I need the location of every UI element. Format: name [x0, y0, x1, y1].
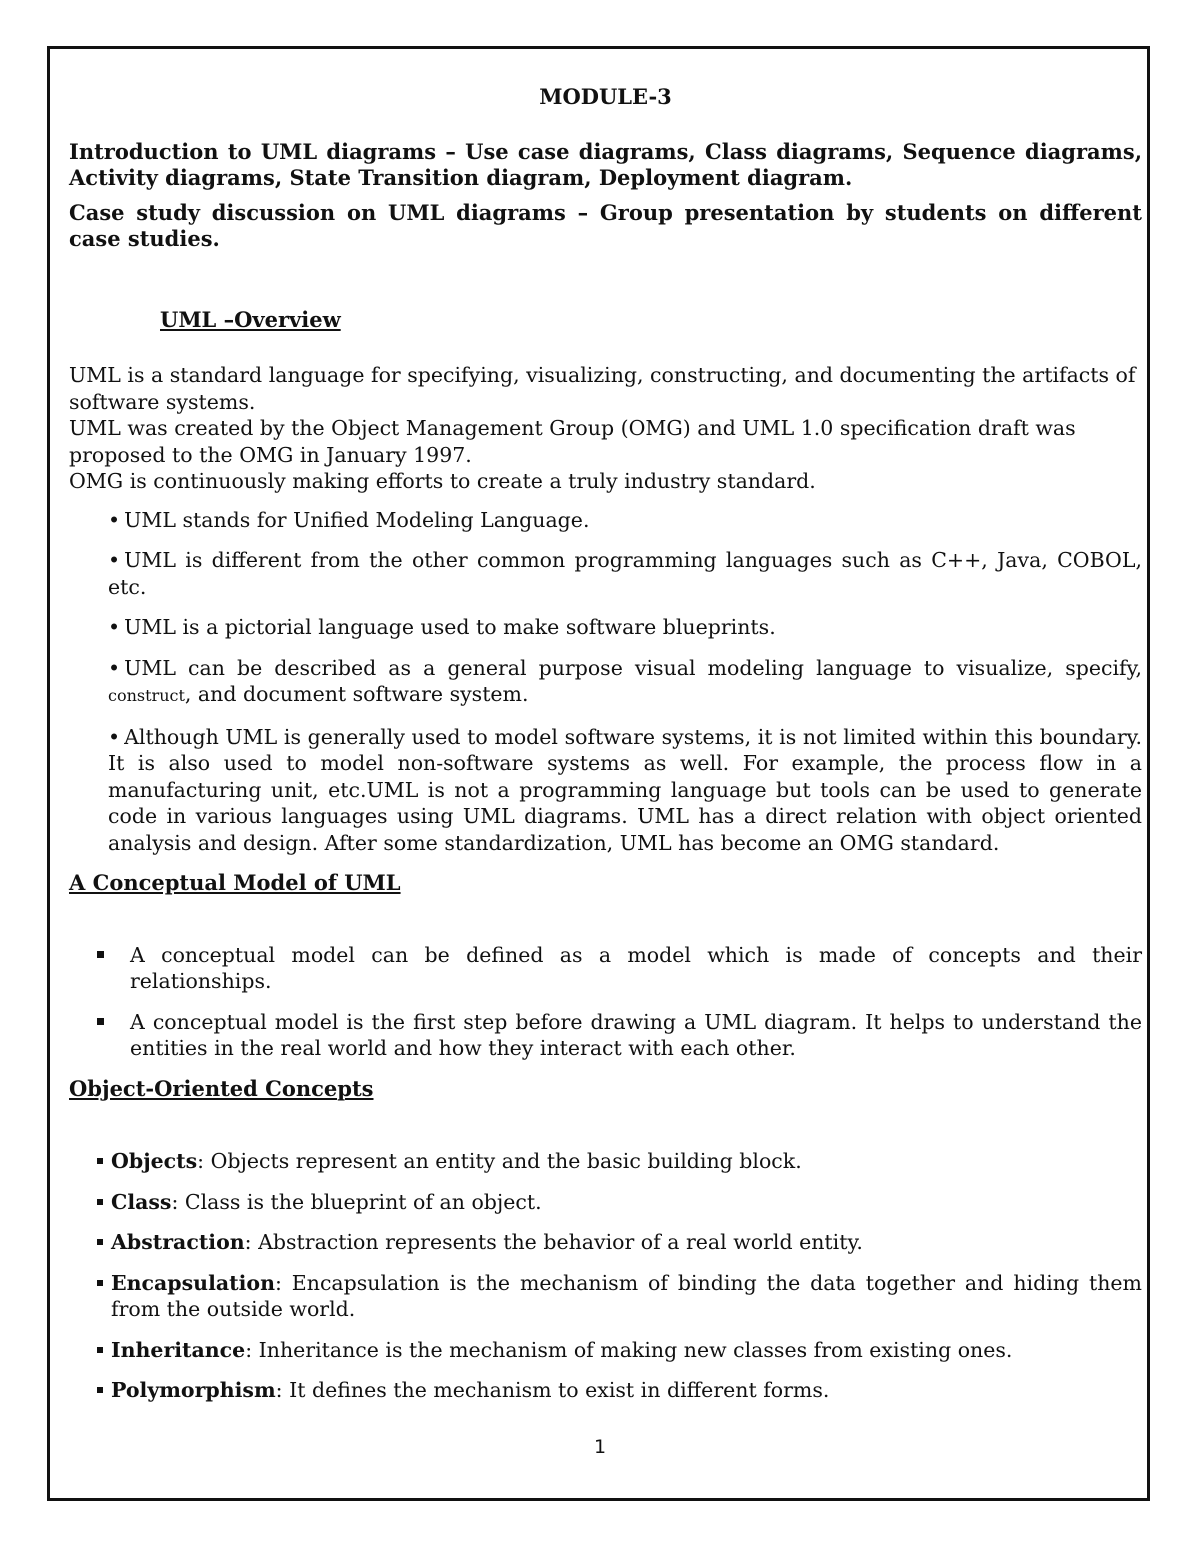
- list-item: Class: Class is the blueprint of an object.: [69, 1189, 1142, 1216]
- list-item: Objects: Objects represent an entity and the basic building block.: [69, 1148, 1142, 1175]
- square-bullet-icon: [97, 1158, 103, 1164]
- list-item: • UML can be described as a general purpose visual modeling language to visualize, specify, construct, and document software system.: [108, 655, 1142, 706]
- list-item: • UML is different from the other common programming languages such as C++, Java, COBOL, etc.: [108, 548, 1142, 599]
- bullet-dot-icon: •: [108, 655, 121, 680]
- uml-overview-heading: UML –Overview: [160, 306, 341, 332]
- bullet-dot-icon: •: [108, 507, 121, 532]
- syllabus-case-study: Case study discussion on UML diagrams – Group presentation by students on different case studies.: [69, 199, 1142, 251]
- list-item: • UML stands for Unified Modeling Language.: [108, 507, 590, 532]
- square-bullet-icon: [97, 1018, 104, 1025]
- oo-concepts-list: [69, 1148, 1142, 1404]
- overview-paragraph-3: OMG is continuously making efforts to create a truly industry standard.: [69, 469, 816, 493]
- square-bullet-icon: [97, 951, 104, 958]
- square-bullet-icon: [97, 1347, 103, 1353]
- list-item: • UML is a pictorial language used to make software blueprints.: [108, 615, 776, 639]
- list-item: Encapsulation: Encapsulation is the mechanism of binding the data together and hiding them from the outside world.: [69, 1270, 1142, 1323]
- bullet-dot-icon: •: [108, 724, 121, 749]
- list-item: Polymorphism: It defines the mechanism to exist in different forms.: [69, 1377, 1142, 1404]
- bullet-dot-icon: •: [108, 615, 121, 639]
- square-bullet-icon: [97, 1387, 103, 1393]
- overview-paragraph-2: UML was created by the Object Management Group (OMG) and UML 1.0 specification draft was proposed to the OMG in January 1997.: [69, 416, 1076, 467]
- list-item: Abstraction: Abstraction represents the behavior of a real world entity.: [69, 1229, 1142, 1256]
- bullet-dot-icon: •: [108, 548, 121, 572]
- module-title: MODULE-3: [539, 84, 672, 109]
- overview-bullet-list: [69, 507, 1142, 857]
- square-bullet-icon: [97, 1239, 103, 1245]
- overview-paragraph-1: UML is a standard language for specifying, visualizing, constructing, and documenting the artifacts of software systems.: [69, 363, 1136, 414]
- page-number: 1: [593, 1436, 607, 1458]
- square-bullet-icon: [97, 1199, 103, 1205]
- conceptual-model-list: [69, 942, 1142, 1062]
- list-item: A conceptual model can be defined as a model which is made of concepts and their relationships.: [69, 942, 1142, 995]
- list-item: • Although UML is generally used to model software systems, it is not limited within this boundary. It is also used to model non-software systems as well. For example, the process flow in a manufacturing unit, etc.UML is not a programming language but tools can be used to generate code in various languages using UML diagrams. UML has a direct relation with object oriented analysis and design. After some standardization, UML has become an OMG standard.: [108, 724, 1142, 855]
- conceptual-model-heading: A Conceptual Model of UML: [69, 870, 401, 895]
- oo-concepts-heading: Object-Oriented Concepts: [69, 1075, 374, 1101]
- square-bullet-icon: [97, 1280, 103, 1286]
- list-item: A conceptual model is the first step before drawing a UML diagram. It helps to understand the entities in the real world and how they interact with each other.: [69, 1009, 1142, 1062]
- syllabus-intro: Introduction to UML diagrams – Use case diagrams, Class diagrams, Sequence diagrams, Activity diagrams, State Transition diagram, Deployment diagram.: [69, 138, 1142, 190]
- document-body: [69, 84, 1142, 1418]
- list-item: Inheritance: Inheritance is the mechanism of making new classes from existing ones.: [69, 1337, 1142, 1364]
